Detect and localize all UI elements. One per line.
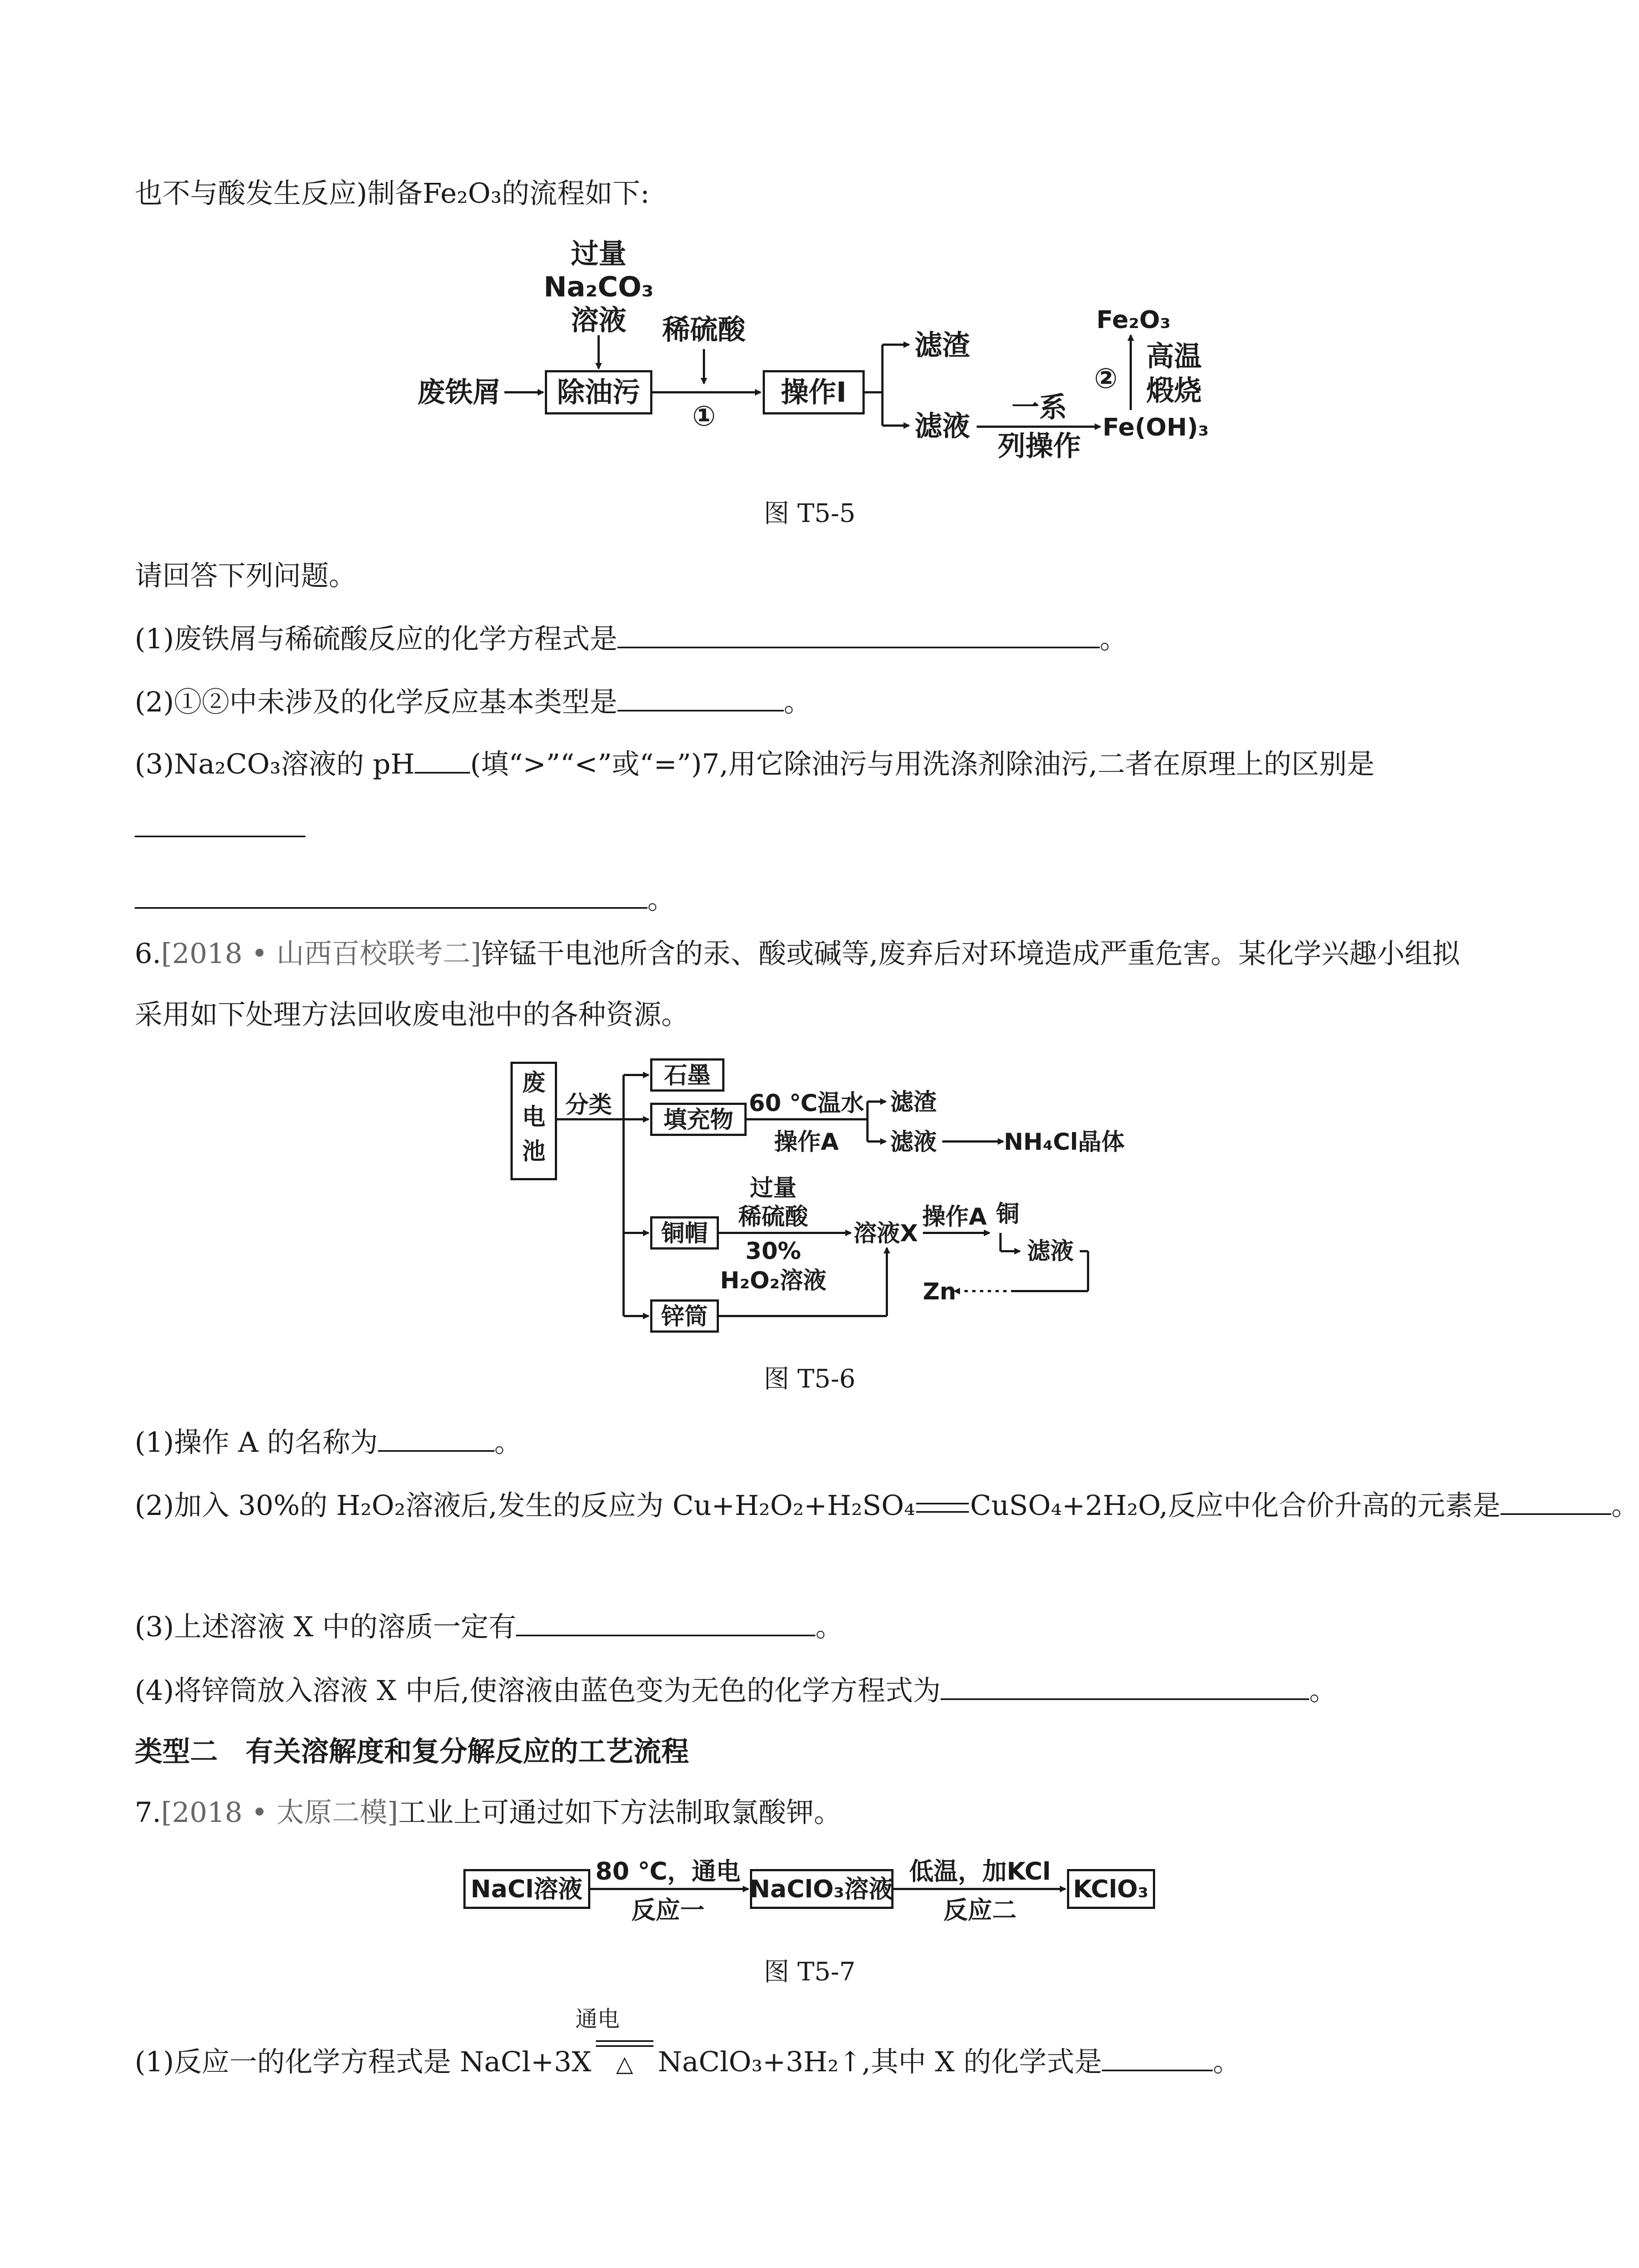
fig6-sort: 分类 (565, 1091, 612, 1118)
fig6-battery-3: 池 (522, 1138, 546, 1165)
q7-part1-end: 。 (1213, 2046, 1241, 2078)
q6-part4-text: (4)将锌筒放入溶液 X 中后,使溶液由蓝色变为无色的化学方程式为 (135, 1675, 941, 1707)
fig5-box1-label: 除油污 (557, 376, 640, 408)
fig7-react2: 反应二 (943, 1896, 1017, 1924)
q5-part3-text-b: (填“>”“<”或“=”)7,用它除油污与用洗涤剂除油污,二者在原理上的区别是 (470, 748, 1375, 780)
q6-part3-end: 。 (815, 1611, 844, 1643)
q6-part3-text: (3)上述溶液 X 中的溶质一定有 (135, 1611, 517, 1643)
fig6-opA2: 操作A (922, 1203, 987, 1230)
fig6-opA: 操作A (774, 1128, 839, 1155)
fig6-nh4cl: NH₄Cl晶体 (1004, 1128, 1125, 1155)
fig5-reagent2: 稀硫酸 (662, 314, 746, 346)
condition-bar-icon (596, 2040, 653, 2047)
fig7-cond2: 低温，加KCl (909, 1857, 1051, 1886)
fig5-reagent1-line1: 过量 (571, 238, 626, 270)
fig7-cond1: 80 ℃，通电 (595, 1857, 741, 1886)
q5-part2-end: 。 (783, 686, 811, 718)
q6-stem-line2: 采用如下处理方法回收废电池中的各种资源。 (135, 999, 689, 1031)
q6-part1-end: 。 (494, 1426, 522, 1458)
q7-part1-text-a: (1)反应一的化学方程式是 NaCl+3X (135, 2046, 591, 2078)
q6-part1-text: (1)操作 A 的名称为 (135, 1426, 378, 1458)
fig5-oxide: Fe₂O₃ (1096, 306, 1171, 334)
section-heading-type2: 类型二 有关溶解度和复分解反应的工艺流程 (135, 1735, 689, 1768)
fig6-h2o2-1: 30% (745, 1237, 801, 1264)
fig5-filtrate: 滤液 (915, 410, 970, 442)
fig6-copper: 铜 (995, 1200, 1020, 1227)
fig5-step1: ① (692, 400, 716, 432)
fig5-start: 废铁屑 (417, 376, 501, 408)
fig6-acid-1: 过量 (749, 1174, 797, 1201)
fig7-react1: 反应一 (631, 1896, 704, 1924)
fig7-box1-label: NaCl溶液 (471, 1875, 583, 1903)
fig6-tube: 锌筒 (661, 1303, 708, 1330)
fig6-cap: 铜帽 (661, 1220, 708, 1247)
fig5-calc-top: 高温 (1146, 340, 1202, 372)
fig5-calc-bottom: 煅烧 (1146, 375, 1202, 407)
q6-part2-text-b: CuSO₄+2H₂O,反应中化合价升高的元素是 (970, 1489, 1501, 1522)
q6-part4-end: 。 (1309, 1675, 1337, 1707)
fig5-reagent1-line2: Na₂CO₃ (543, 271, 654, 303)
fig6-solx: 溶液X (853, 1220, 918, 1247)
q5-part2-text: (2)①②中未涉及的化学反应基本类型是 (135, 686, 617, 718)
fig6-filtrate2: 滤液 (1027, 1237, 1074, 1264)
q7-part1 (135, 2045, 1240, 2081)
q7-part1-text-b: NaClO₃+3H₂↑,其中 X 的化学式是 (657, 2046, 1102, 2078)
q5-part3-end: 。 (647, 883, 675, 915)
q7-stem-text: 工业上可通过如下方法制取氯酸钾。 (398, 1796, 842, 1829)
fig6-battery-1: 废 (522, 1069, 546, 1096)
q5-part1-end: 。 (1099, 623, 1127, 655)
q6-source: [2018 • 山西百校联考二] (161, 938, 482, 970)
fig6-caption: 图 T5-6 (764, 1364, 856, 1394)
fig5-ops-bottom: 列操作 (998, 430, 1081, 462)
q6-stem1: 锌锰干电池所含的汞、酸或碱等,废弃后对环境造成严重危害。某化学兴趣小组拟 (481, 938, 1461, 970)
fig6-acid-2: 稀硫酸 (738, 1203, 809, 1230)
fig6-graphite: 石墨 (663, 1062, 711, 1089)
fig5-ops-top: 一系 (1012, 391, 1067, 423)
fig5-hydroxide: Fe(OH)₃ (1102, 413, 1209, 442)
fig7-box2-label: NaClO₃溶液 (749, 1875, 893, 1903)
fig5-box2-label: 操作Ⅰ (780, 376, 847, 408)
fig6-battery-2: 电 (522, 1103, 546, 1130)
fig6-zn: Zn (922, 1278, 957, 1305)
fig6-residue: 滤渣 (890, 1088, 937, 1115)
q7-cond-top: 通电 (575, 2006, 620, 2032)
q6-part2-end: 。 (1611, 1489, 1639, 1522)
fig5-step2: ② (1094, 362, 1118, 395)
intro-line: 也不与酸发生反应)制备Fe₂O₃的流程如下: (135, 177, 650, 209)
q5-part3-text-a: (3)Na₂CO₃溶液的 pH (135, 748, 415, 780)
q7-source: [2018 • 太原二模] (161, 1796, 399, 1829)
fig7-box3-label: KClO₃ (1073, 1875, 1149, 1903)
fig5-residue: 滤渣 (915, 329, 970, 361)
fig6-filler: 填充物 (663, 1106, 734, 1133)
q6-part2-text-a: (2)加入 30%的 H₂O₂溶液后,发生的反应为 Cu+H₂O₂+H₂SO₄ (135, 1489, 916, 1522)
q7-label: 7. (135, 1796, 161, 1829)
q6-label: 6. (135, 938, 161, 970)
fig6-water: 60 ℃温水 (749, 1089, 864, 1117)
fig7-caption: 图 T5-7 (764, 1957, 856, 1987)
q5-part1-text: (1)废铁屑与稀硫酸反应的化学方程式是 (135, 623, 617, 655)
q7-part1-answer-blank[interactable] (1102, 2046, 1213, 2071)
reaction-condition (591, 2045, 658, 2081)
fig6-filtrate: 滤液 (890, 1128, 937, 1155)
fig6-h2o2-2: H₂O₂溶液 (720, 1267, 826, 1294)
q5-prompt: 请回答下列问题。 (135, 560, 356, 592)
q7-cond-bottom: △ (616, 2051, 634, 2077)
fig5-reagent1-line3: 溶液 (571, 304, 626, 336)
fig5-caption: 图 T5-5 (764, 498, 856, 528)
